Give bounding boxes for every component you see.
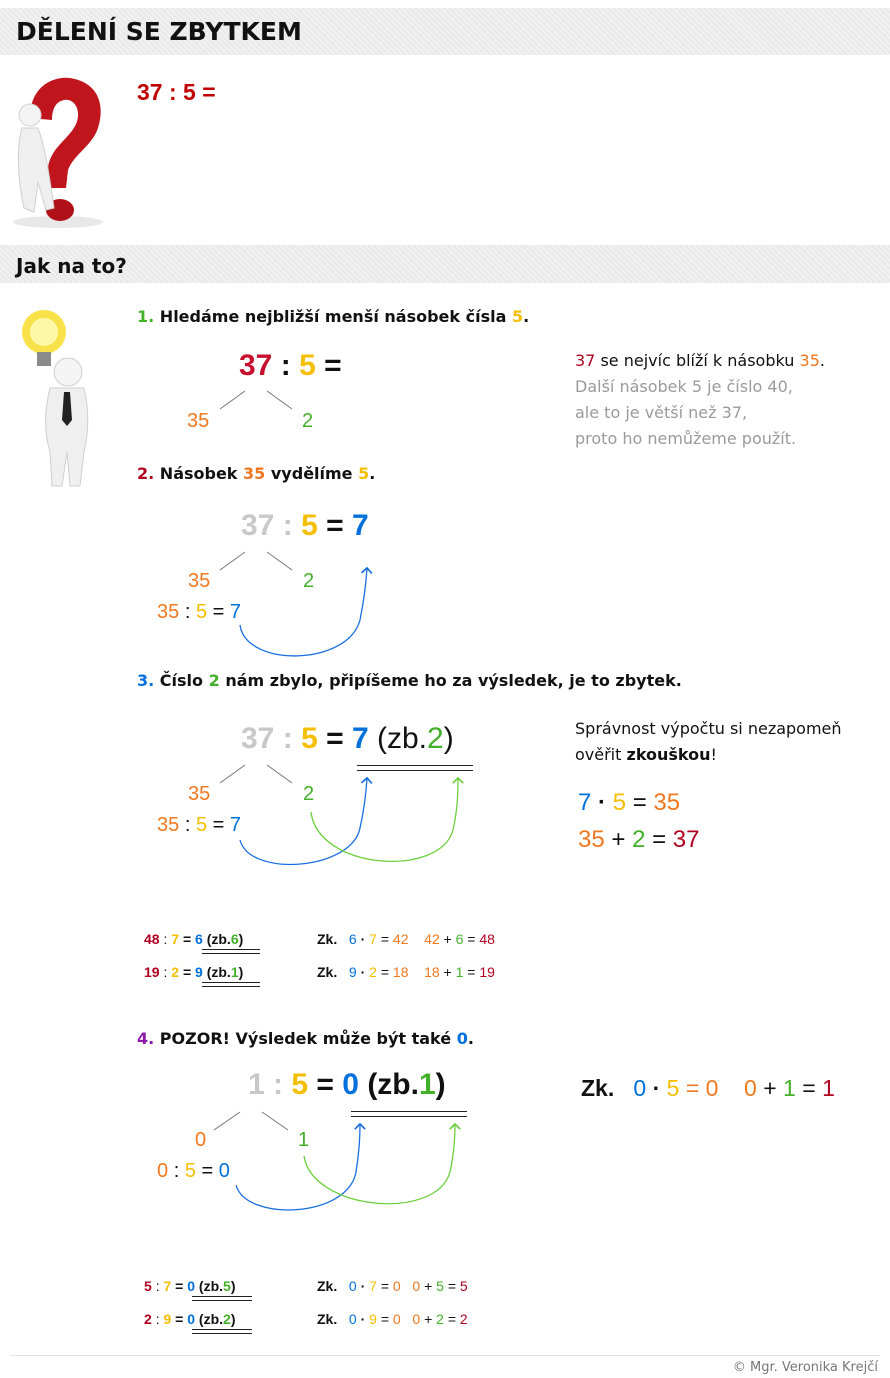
- check2-plus: +: [611, 826, 626, 853]
- ex2-dot: ·: [360, 964, 366, 980]
- step1-note-t2: .: [819, 351, 825, 370]
- problem-equals: =: [202, 79, 216, 105]
- check1-dot: ·: [598, 789, 607, 816]
- ex1-s2: 6: [455, 931, 464, 947]
- ex1-p: 42: [392, 931, 409, 947]
- step4-p: 0: [705, 1075, 719, 1101]
- step3-tree-right: 2: [303, 783, 315, 805]
- ex2-rem: 1: [230, 964, 239, 980]
- step3-sub-r: 7: [229, 814, 241, 836]
- step1-div-sign: :: [280, 349, 291, 382]
- ex2-q: 9: [195, 964, 203, 980]
- problem-div-sign: :: [168, 79, 177, 105]
- step3-arrow-remainder: [311, 778, 458, 861]
- ex1-zb: (zb.: [206, 931, 231, 947]
- step1-note-n2: 35: [799, 351, 820, 370]
- ex3-eq: =: [175, 1278, 184, 1294]
- page-title: DĚLENÍ SE ZBYTKEM: [16, 17, 302, 46]
- ex1-s: 48: [479, 931, 495, 947]
- step1-end: .: [523, 307, 530, 326]
- step1-note-line4: proto ho nemůžeme použít.: [575, 429, 797, 448]
- step3-arrow-quotient: [240, 778, 367, 864]
- ex4-eq2: =: [380, 1311, 390, 1327]
- step3-tree-line-right: [267, 765, 292, 783]
- step2-arrow: [240, 568, 367, 656]
- step3-text1: Číslo: [159, 671, 204, 690]
- step1-eq-sign: =: [324, 349, 342, 382]
- step2-end: .: [369, 464, 376, 483]
- ex2-eq2: =: [380, 964, 390, 980]
- step4-m2: 5: [666, 1075, 680, 1101]
- step3-zb-close: ): [443, 722, 454, 755]
- step4-zb-close: ): [435, 1068, 446, 1101]
- ex2-s2: 1: [455, 964, 464, 980]
- step4-eq1: =: [685, 1075, 700, 1101]
- ex4-q: 0: [187, 1311, 196, 1327]
- step3-sub-eq: =: [212, 814, 225, 836]
- step4-tree-right: 1: [298, 1129, 310, 1151]
- step1-note-line2: Další násobek 5 je číslo 40,: [575, 377, 793, 396]
- ex4-plus: +: [424, 1311, 433, 1327]
- ex2-m2: 2: [369, 964, 377, 980]
- step4-s: 1: [822, 1075, 835, 1101]
- ex1-m1: 6: [348, 931, 357, 947]
- ex3-q: 0: [187, 1278, 196, 1294]
- step4-quotient: 0: [342, 1068, 359, 1101]
- problem-dividend: 37: [137, 79, 163, 105]
- step4-sub-div: :: [173, 1160, 180, 1182]
- ex3-b: 7: [163, 1278, 172, 1294]
- ex2-b: 2: [171, 964, 180, 980]
- ex4-eq3: =: [447, 1311, 457, 1327]
- ex4-rem: 2: [223, 1311, 231, 1327]
- step3-n1: 2: [208, 671, 220, 690]
- ex1-eq: =: [182, 931, 192, 947]
- step2-sub-b: 5: [195, 601, 208, 623]
- ex2-plus: +: [443, 964, 452, 980]
- ex4-dot: ·: [360, 1311, 366, 1327]
- check2-b: 2: [632, 826, 646, 853]
- step3-check-note-line1: Správnost výpočtu si nezapomeň: [575, 719, 842, 738]
- step1-dividend: 37: [239, 349, 273, 382]
- step4-number: 4.: [137, 1029, 155, 1048]
- ex2-m1: 9: [348, 964, 357, 980]
- step4-dot: ·: [652, 1075, 661, 1101]
- ex4-div: :: [155, 1311, 160, 1327]
- step4-sub-b: 5: [184, 1160, 196, 1182]
- step1-text: Hledáme nejbližší menší násobek čísla: [159, 307, 507, 326]
- ex3-s1: 0: [412, 1278, 421, 1294]
- step2-sub-eq: =: [212, 601, 225, 623]
- ex3-div: :: [155, 1278, 160, 1294]
- step3-number: 3.: [137, 671, 155, 690]
- step3-sub-div: :: [184, 814, 191, 836]
- ex1-rem: 6: [230, 931, 239, 947]
- step2-tree-line-left: [220, 552, 245, 570]
- ex3-rem: 5: [223, 1278, 231, 1294]
- step4-dividend: 1: [248, 1068, 265, 1101]
- ex2-s: 19: [479, 964, 495, 980]
- step1-note-n1: 37: [575, 351, 596, 370]
- ex1-plus: +: [443, 931, 452, 947]
- step4-zk: Zk.: [581, 1075, 615, 1101]
- ex2-zk: Zk.: [317, 964, 338, 980]
- ex1-eq2: =: [380, 931, 390, 947]
- ex2-s1: 18: [424, 964, 440, 980]
- ex4-eq: =: [175, 1311, 184, 1327]
- step3-dividend: 37: [241, 722, 275, 755]
- step4-sub-eq: =: [201, 1160, 214, 1182]
- ex1-s1: 42: [424, 931, 440, 947]
- ex1-q: 6: [195, 931, 203, 947]
- ex3-s: 5: [459, 1278, 468, 1294]
- ex3-p: 0: [392, 1278, 401, 1294]
- step2-eq-sign: =: [326, 509, 344, 542]
- ex4-p: 0: [392, 1311, 401, 1327]
- step3-sub-a: 35: [157, 814, 180, 836]
- step4-eq-sign: =: [316, 1068, 334, 1101]
- ex4-s1: 0: [412, 1311, 421, 1327]
- step2-divisor: 5: [301, 509, 318, 542]
- ex2-div: :: [163, 964, 168, 980]
- ex3-m2: 7: [369, 1278, 377, 1294]
- step3-div-sign: :: [282, 722, 293, 755]
- step1-note-t1: se nejvíc blíží k násobku: [600, 351, 795, 370]
- ex2-a: 19: [144, 964, 160, 980]
- ex1-a: 48: [144, 931, 160, 947]
- step2-number: 2.: [137, 464, 155, 483]
- step4-s1: 0: [744, 1075, 757, 1101]
- step2-text1: Násobek: [159, 464, 238, 483]
- ex4-close: ): [230, 1311, 236, 1327]
- ex1-dot: ·: [360, 931, 366, 947]
- ex4-zk: Zk.: [317, 1311, 338, 1327]
- ex4-m1: 0: [348, 1311, 357, 1327]
- step3-check-note-l2a: ověřit: [575, 745, 622, 764]
- step4-n1: 0: [456, 1029, 468, 1048]
- step1-divisor: 5: [511, 307, 524, 326]
- ex3-plus: +: [424, 1278, 433, 1294]
- ex1-eq3: =: [467, 931, 476, 947]
- ex1-b: 7: [171, 931, 180, 947]
- step4-text1: POZOR! Výsledek může být také: [159, 1029, 452, 1048]
- step1-tree-line-right: [267, 391, 292, 409]
- ex4-s2: 2: [436, 1311, 444, 1327]
- step2-sub-div: :: [184, 601, 191, 623]
- step2-div-sign: :: [282, 509, 293, 542]
- problem-divisor: 5: [183, 79, 196, 105]
- ex4-s: 2: [459, 1311, 468, 1327]
- check2-a: 35: [578, 826, 605, 853]
- step4-eq2: =: [802, 1075, 816, 1101]
- check1-eq: =: [632, 789, 647, 816]
- section-title: Jak na to?: [16, 254, 127, 278]
- step1-tree-left: 35: [187, 410, 210, 432]
- ex2-p: 18: [392, 964, 409, 980]
- step3-tree-left: 35: [188, 783, 211, 805]
- step4-s2: 1: [783, 1075, 796, 1101]
- ex4-m2: 9: [369, 1311, 377, 1327]
- step2-sub-a: 35: [157, 601, 180, 623]
- step2-n1: 35: [243, 464, 266, 483]
- step3-divisor: 5: [301, 722, 318, 755]
- step1-divisor-value: 5: [299, 349, 316, 382]
- step2-tree-left: 35: [188, 570, 211, 592]
- step4-tree-line-right: [262, 1112, 288, 1130]
- step4-divisor: 5: [291, 1068, 309, 1101]
- step4-sub-r: 0: [218, 1160, 230, 1182]
- ex1-zk: Zk.: [317, 931, 338, 947]
- ex3-eq2: =: [380, 1278, 390, 1294]
- step4-div-sign: :: [273, 1068, 284, 1101]
- step4-remainder: 1: [418, 1068, 436, 1101]
- ex2-eq: =: [182, 964, 192, 980]
- step4-tree-left: 0: [195, 1129, 207, 1151]
- step3-remainder: 2: [427, 722, 444, 755]
- step3-check-note-l2c: !: [710, 745, 717, 764]
- step4-arrow-remainder: [304, 1124, 455, 1204]
- ex4-zb: (zb.: [198, 1311, 224, 1327]
- step3-zb-open: (zb.: [377, 722, 428, 755]
- ex1-m2: 7: [369, 931, 377, 947]
- ex3-a: 5: [144, 1278, 152, 1294]
- check1-r: 35: [653, 789, 681, 816]
- step3-sub-b: 5: [195, 814, 208, 836]
- step1-tree-line-left: [220, 391, 245, 409]
- step4-tree-line-left: [214, 1112, 240, 1130]
- ex3-zk: Zk.: [317, 1278, 338, 1294]
- step4-arrow-quotient: [236, 1124, 360, 1210]
- ex3-close: ): [230, 1278, 236, 1294]
- ex3-s2: 5: [436, 1278, 444, 1294]
- step4-plus: +: [763, 1075, 777, 1101]
- step4-sub-a: 0: [157, 1160, 169, 1182]
- step1-tree-right: 2: [302, 410, 314, 432]
- ex2-eq3: =: [467, 964, 476, 980]
- step2-quotient: 7: [351, 509, 369, 542]
- ex1-div: :: [163, 931, 168, 947]
- step2-text2: vydělíme: [270, 464, 353, 483]
- ex2-close: ): [238, 964, 244, 980]
- ex3-zb: (zb.: [198, 1278, 224, 1294]
- ex1-close: ): [238, 931, 244, 947]
- step4-m1: 0: [633, 1075, 647, 1101]
- step4-zb-open: (zb.: [367, 1068, 419, 1101]
- step4-end: .: [467, 1029, 474, 1048]
- ex4-b: 9: [163, 1311, 172, 1327]
- ex3-m1: 0: [348, 1278, 357, 1294]
- ex2-zb: (zb.: [206, 964, 231, 980]
- step1-note-line3: ale to je větší než 37,: [575, 403, 748, 422]
- step1-number: 1.: [137, 307, 155, 326]
- step3-tree-line-left: [220, 765, 245, 783]
- ex3-eq3: =: [447, 1278, 457, 1294]
- check1-a: 7: [578, 789, 592, 816]
- check2-r: 37: [672, 826, 700, 853]
- step3-text2: nám zbylo, připíšeme ho za výsledek, je to zbytek.: [225, 671, 682, 690]
- step2-dividend: 37: [241, 509, 275, 542]
- step3-quotient: 7: [351, 722, 369, 755]
- step2-n2: 5: [358, 464, 370, 483]
- footer-credit: © Mgr. Veronika Krejčí: [732, 1360, 878, 1375]
- step2-sub-r: 7: [229, 601, 241, 623]
- check2-eq: =: [652, 826, 667, 853]
- ex4-a: 2: [144, 1311, 152, 1327]
- step2-tree-right: 2: [303, 570, 315, 592]
- check1-b: 5: [612, 789, 627, 816]
- ex3-dot: ·: [360, 1278, 366, 1294]
- step3-eq-sign: =: [326, 722, 344, 755]
- step2-tree-line-right: [267, 552, 292, 570]
- step3-check-note-l2b: zkouškou: [626, 745, 711, 764]
